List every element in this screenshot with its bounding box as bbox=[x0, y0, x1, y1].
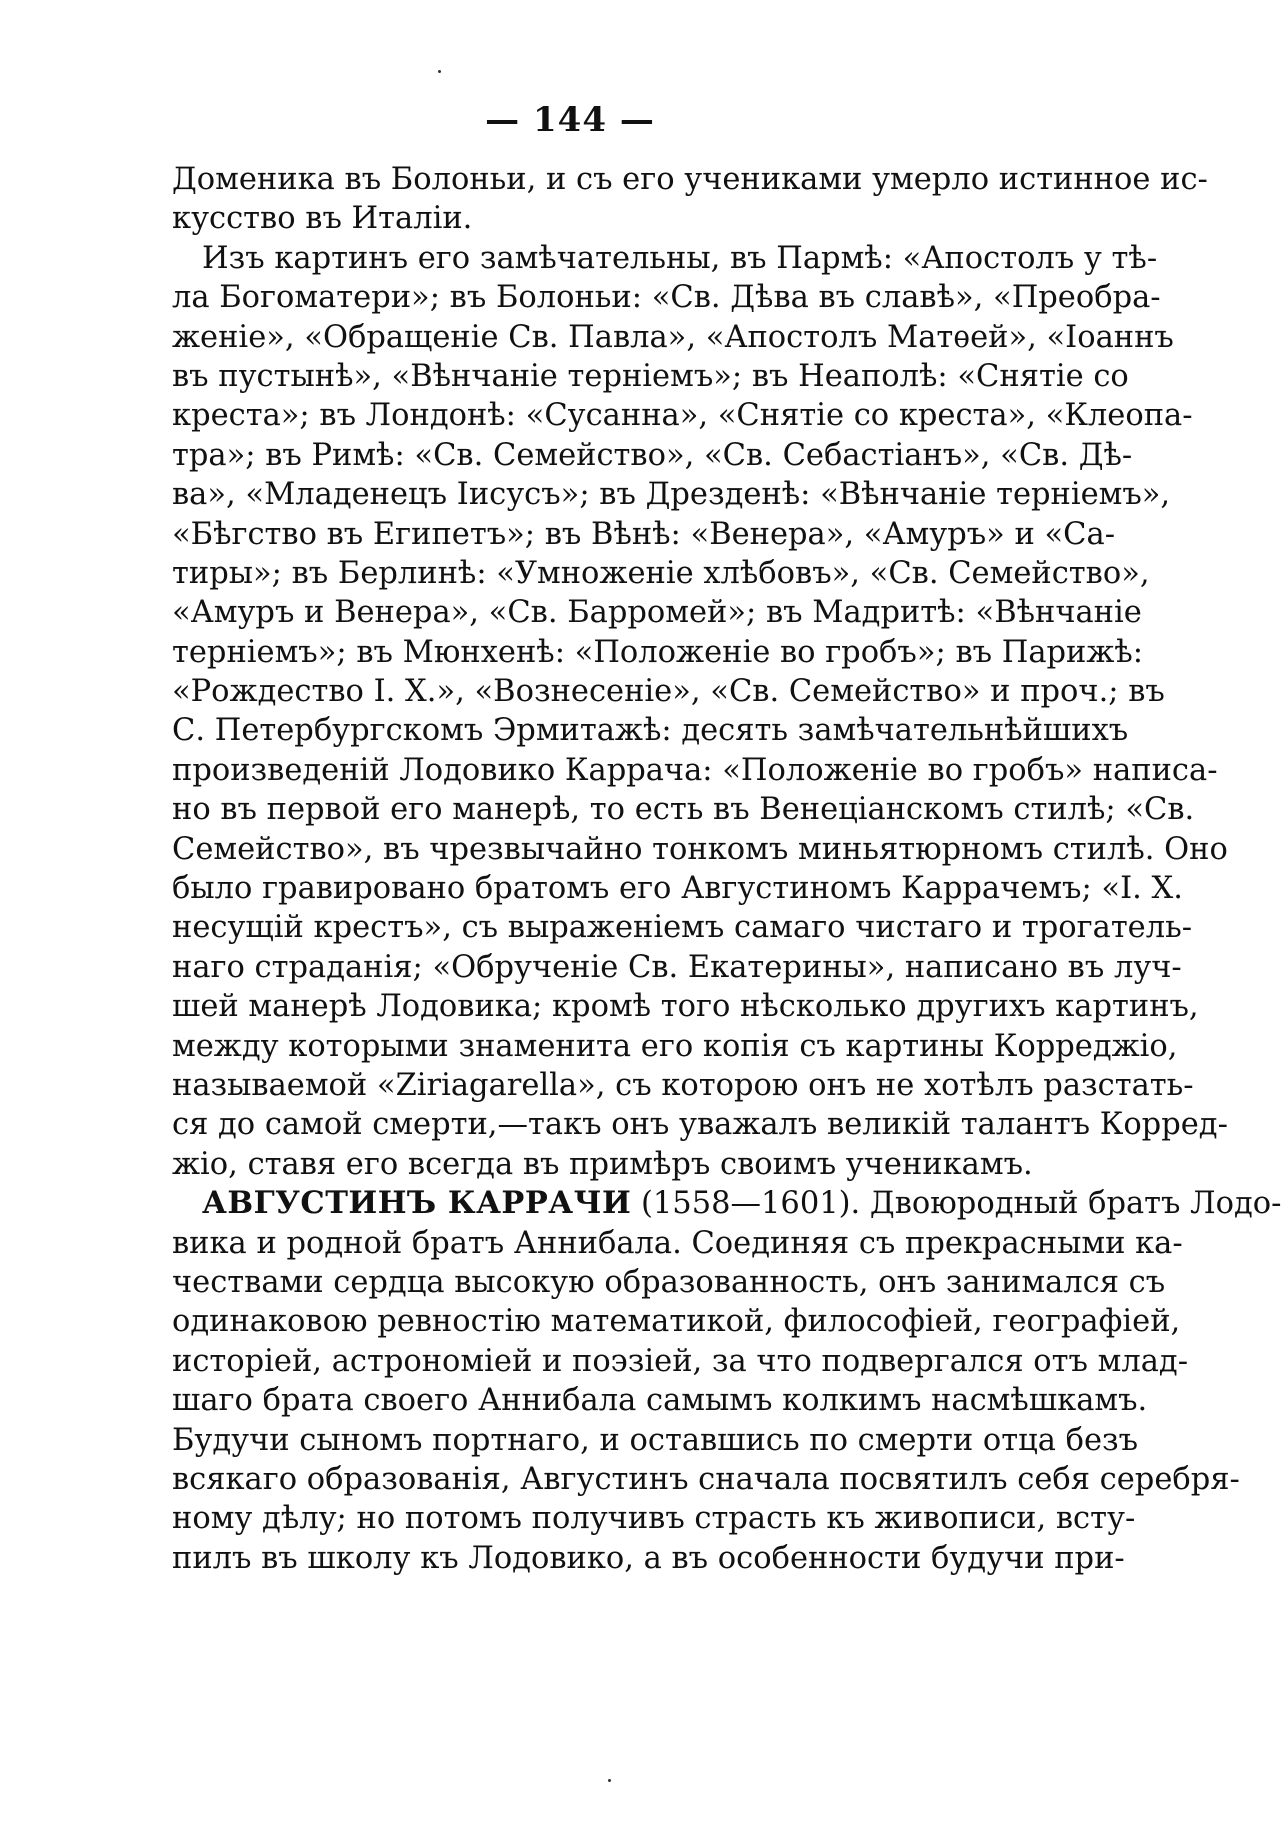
text-line: жіо, ставя его всегда въ примѣръ своимъ ученикамъ. bbox=[172, 1146, 1033, 1182]
text-line: одинаковою ревностію математикой, философіей, географіей, bbox=[172, 1304, 1181, 1340]
text-line: вика и родной братъ Аннибала. Соединяя съ прекрасными ка- bbox=[172, 1225, 1183, 1261]
scan-speck bbox=[438, 70, 441, 73]
text-line: Будучи сыномъ портнаго, и оставшись по смерти отца безъ bbox=[172, 1422, 1139, 1458]
body-text bbox=[172, 160, 1281, 1578]
text-line: несущій крестъ», съ выраженіемъ самаго чистаго и трогатель- bbox=[172, 910, 1193, 946]
text-line: чествами сердца высокую образованность, онъ занимался съ bbox=[172, 1264, 1166, 1300]
section-heading: АВГУСТИНЪ КАРРАЧИ bbox=[202, 1185, 632, 1222]
text-line: произведеній Лодовико Каррача: «Положеніе во гробъ» написа- bbox=[172, 752, 1218, 788]
text-line: терніемъ»; въ Мюнхенѣ: «Положеніе во гробъ»; въ Парижѣ: bbox=[172, 634, 1144, 670]
text-line: «Бѣгство въ Египетъ»; въ Вѣнѣ: «Венера», «Амуръ» и «Са- bbox=[172, 516, 1116, 552]
text-line: кусство въ Италіи. bbox=[172, 201, 473, 237]
text-line: называемой «Ziriagarella», съ которою онъ не хотѣлъ разстать- bbox=[172, 1067, 1194, 1103]
text-line: Доменика въ Болоньи, и съ его учениками умерло истинное ис- bbox=[172, 162, 1208, 197]
text-line: ва», «Младенецъ Іисусъ»; въ Дрезденѣ: «Вѣнчаніе терніемъ», bbox=[172, 477, 1171, 513]
section-heading-line bbox=[172, 1184, 1281, 1223]
text-line: ла Богоматери»; въ Болоньи: «Св. Дѣва въ славѣ», «Преобра- bbox=[172, 280, 1161, 316]
page-number: — 144 — bbox=[485, 100, 655, 140]
text-line: наго страданія; «Обрученіе Св. Екатерины», написано въ луч- bbox=[172, 949, 1182, 985]
text-line: шаго брата своего Аннибала самымъ колкимъ насмѣшкамъ. bbox=[172, 1383, 1148, 1419]
text-line: Семейство», въ чрезвычайно тонкомъ миньятюрномъ стилѣ. Оно bbox=[172, 831, 1228, 867]
scan-speck bbox=[608, 1779, 611, 1782]
text-line: въ пустынѣ», «Вѣнчаніе терніемъ»; въ Неаполѣ: «Снятіе со bbox=[172, 358, 1129, 394]
text-line: шей манерѣ Лодовика; кромѣ того нѣсколько другихъ картинъ, bbox=[172, 989, 1199, 1025]
text-line: между которыми знаменита его копія съ картины Корреджіо, bbox=[172, 1028, 1178, 1064]
text-line: женіе», «Обращеніе Св. Павла», «Апостолъ Матѳей», «Іоаннъ bbox=[172, 319, 1174, 355]
text-line: «Рождество І. Х.», «Вознесеніе», «Св. Семейство» и проч.; въ bbox=[172, 674, 1165, 710]
text-line: исторіей, астрономіей и поэзіей, за что подвергался отъ млад- bbox=[172, 1343, 1189, 1379]
section-heading-rest: (1558—1601). Двоюродный братъ Лодо- bbox=[631, 1186, 1281, 1222]
text-line: но въ первой его манерѣ, то есть въ Венеціанскомъ стилѣ; «Св. bbox=[172, 792, 1195, 828]
text-line: ному дѣлу; но потомъ получивъ страсть къ живописи, всту- bbox=[172, 1501, 1136, 1537]
text-line: С. Петербургскомъ Эрмитажѣ: десять замѣчательнѣйшихъ bbox=[172, 713, 1129, 749]
text-line: было гравировано братомъ его Августиномъ Каррачемъ; «І. Х. bbox=[172, 871, 1183, 907]
text-line: пилъ въ школу къ Лодовико, а въ особенности будучи при- bbox=[172, 1540, 1125, 1576]
text-line: тиры»; въ Берлинѣ: «Умноженіе хлѣбовъ», «Св. Семейство», bbox=[172, 555, 1150, 591]
text-line: креста»; въ Лондонѣ: «Сусанна», «Снятіе со креста», «Клеопа- bbox=[172, 398, 1193, 434]
text-line: тра»; въ Римѣ: «Св. Семейство», «Св. Себастіанъ», «Св. Дѣ- bbox=[172, 437, 1133, 473]
text-line: всякаго образованія, Августинъ сначала посвятилъ себя серебря- bbox=[172, 1461, 1240, 1497]
text-line: ся до самой смерти,—такъ онъ уважалъ великій талантъ Корред- bbox=[172, 1107, 1228, 1143]
text-line: «Амуръ и Венера», «Св. Барромей»; въ Мадритѣ: «Вѣнчаніе bbox=[172, 595, 1142, 631]
text-line: Изъ картинъ его замѣчательны, въ Пармѣ: «Апостолъ у тѣ- bbox=[202, 240, 1158, 276]
